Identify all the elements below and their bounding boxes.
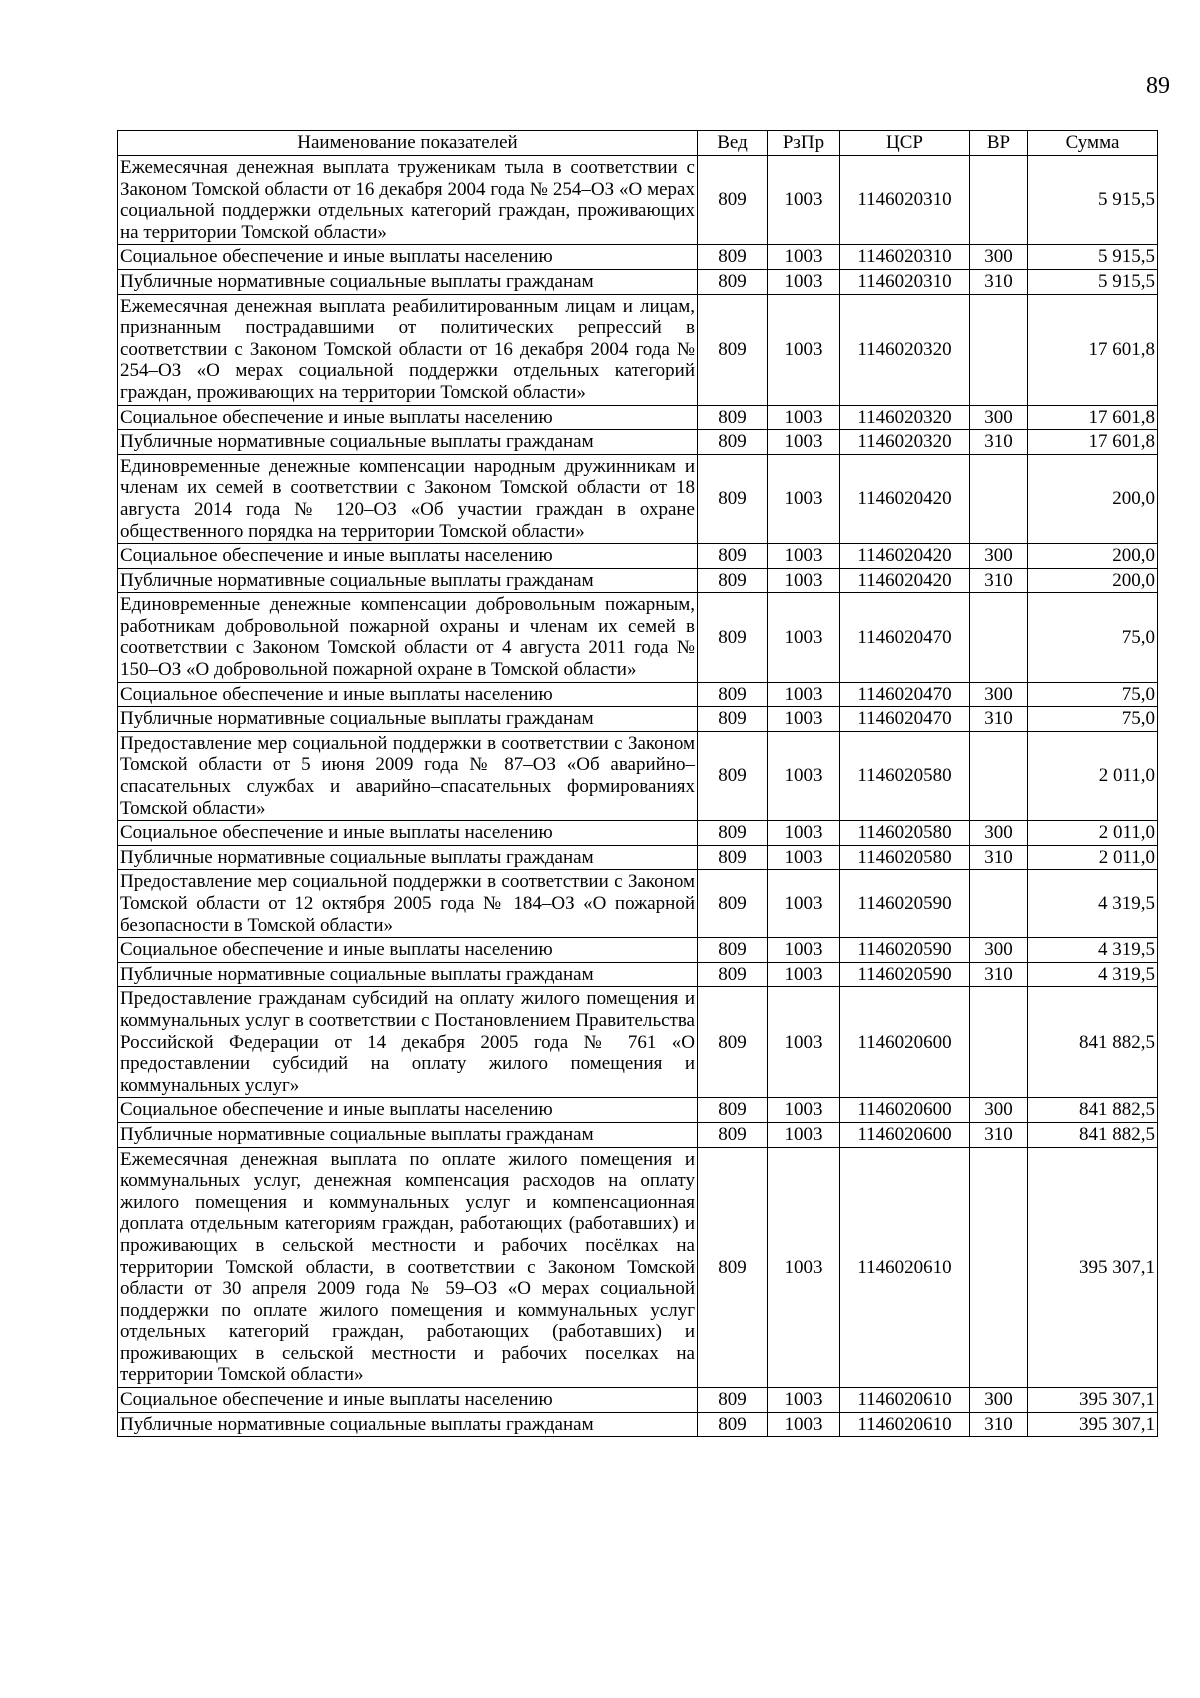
table-row bbox=[118, 1412, 1158, 1437]
cell-vr bbox=[970, 454, 1028, 543]
cell-vr bbox=[970, 294, 1028, 405]
cell-vr: 300 bbox=[970, 1388, 1028, 1413]
table-row bbox=[118, 987, 1158, 1098]
cell-csr: 1146020470 bbox=[840, 593, 970, 682]
cell-rzpr: 1003 bbox=[768, 938, 840, 963]
cell-ved: 809 bbox=[698, 938, 768, 963]
cell-vr bbox=[970, 1147, 1028, 1388]
cell-ved: 809 bbox=[698, 821, 768, 846]
cell-sum: 4 319,5 bbox=[1028, 870, 1158, 938]
cell-sum: 75,0 bbox=[1028, 593, 1158, 682]
cell-csr: 1146020310 bbox=[840, 245, 970, 270]
table-row bbox=[118, 1098, 1158, 1123]
table-row bbox=[118, 568, 1158, 593]
cell-name: Предоставление гражданам субсидий на оплату жилого помещения и коммунальных услуг в соответствии с Постановлением Правительства Российской Федерации от 14 декабря 2005 года № 761 «О предоставлении субсидий на оплату жилого помещения и коммунальных услуг» bbox=[118, 987, 698, 1098]
cell-csr: 1146020580 bbox=[840, 731, 970, 820]
cell-vr bbox=[970, 593, 1028, 682]
cell-csr: 1146020600 bbox=[840, 1098, 970, 1123]
cell-name: Публичные нормативные социальные выплаты гражданам bbox=[118, 707, 698, 732]
cell-rzpr: 1003 bbox=[768, 821, 840, 846]
cell-vr bbox=[970, 870, 1028, 938]
cell-vr bbox=[970, 987, 1028, 1098]
table-body bbox=[118, 156, 1158, 1437]
cell-rzpr: 1003 bbox=[768, 731, 840, 820]
cell-ved: 809 bbox=[698, 544, 768, 569]
cell-rzpr: 1003 bbox=[768, 1388, 840, 1413]
cell-vr: 310 bbox=[970, 707, 1028, 732]
cell-rzpr: 1003 bbox=[768, 156, 840, 245]
table-row bbox=[118, 593, 1158, 682]
cell-sum: 2 011,0 bbox=[1028, 731, 1158, 820]
table-row bbox=[118, 1388, 1158, 1413]
cell-ved: 809 bbox=[698, 682, 768, 707]
cell-csr: 1146020580 bbox=[840, 821, 970, 846]
budget-table bbox=[117, 130, 1158, 1437]
cell-vr: 300 bbox=[970, 405, 1028, 430]
cell-ved: 809 bbox=[698, 845, 768, 870]
cell-ved: 809 bbox=[698, 156, 768, 245]
cell-ved: 809 bbox=[698, 1147, 768, 1388]
cell-csr: 1146020420 bbox=[840, 568, 970, 593]
cell-csr: 1146020590 bbox=[840, 870, 970, 938]
cell-name: Предоставление мер социальной поддержки в соответствии с Законом Томской области от 12 октября 2005 года № 184–ОЗ «О пожарной безопасности в Томской области» bbox=[118, 870, 698, 938]
table-row bbox=[118, 544, 1158, 569]
cell-csr: 1146020310 bbox=[840, 269, 970, 294]
cell-name: Публичные нормативные социальные выплаты гражданам bbox=[118, 269, 698, 294]
cell-ved: 809 bbox=[698, 1388, 768, 1413]
cell-sum: 5 915,5 bbox=[1028, 269, 1158, 294]
cell-vr: 310 bbox=[970, 962, 1028, 987]
cell-rzpr: 1003 bbox=[768, 454, 840, 543]
table-row bbox=[118, 845, 1158, 870]
table-row bbox=[118, 870, 1158, 938]
cell-rzpr: 1003 bbox=[768, 682, 840, 707]
cell-rzpr: 1003 bbox=[768, 430, 840, 455]
table-row bbox=[118, 682, 1158, 707]
cell-csr: 1146020590 bbox=[840, 962, 970, 987]
cell-csr: 1146020470 bbox=[840, 682, 970, 707]
table-row bbox=[118, 454, 1158, 543]
cell-rzpr: 1003 bbox=[768, 269, 840, 294]
table-row bbox=[118, 405, 1158, 430]
cell-rzpr: 1003 bbox=[768, 962, 840, 987]
cell-name: Социальное обеспечение и иные выплаты населению bbox=[118, 544, 698, 569]
cell-ved: 809 bbox=[698, 269, 768, 294]
cell-name: Социальное обеспечение и иные выплаты населению bbox=[118, 682, 698, 707]
cell-ved: 809 bbox=[698, 430, 768, 455]
cell-rzpr: 1003 bbox=[768, 707, 840, 732]
cell-name: Ежемесячная денежная выплата реабилитированным лицам и лицам, признанным пострадавшими от политических репрессий в соответствии с Законом Томской области от 16 декабря 2004 года № 254–ОЗ «О мерах социальной поддержки отдельных категорий граждан, проживающих на территории Томской области» bbox=[118, 294, 698, 405]
cell-sum: 75,0 bbox=[1028, 707, 1158, 732]
cell-csr: 1146020610 bbox=[840, 1388, 970, 1413]
cell-sum: 395 307,1 bbox=[1028, 1147, 1158, 1388]
cell-csr: 1146020600 bbox=[840, 987, 970, 1098]
cell-ved: 809 bbox=[698, 454, 768, 543]
cell-csr: 1146020600 bbox=[840, 1122, 970, 1147]
cell-rzpr: 1003 bbox=[768, 1147, 840, 1388]
cell-name: Публичные нормативные социальные выплаты гражданам bbox=[118, 962, 698, 987]
cell-sum: 75,0 bbox=[1028, 682, 1158, 707]
cell-rzpr: 1003 bbox=[768, 870, 840, 938]
table-row bbox=[118, 707, 1158, 732]
cell-ved: 809 bbox=[698, 962, 768, 987]
cell-sum: 841 882,5 bbox=[1028, 1122, 1158, 1147]
cell-name: Публичные нормативные социальные выплаты гражданам bbox=[118, 568, 698, 593]
cell-ved: 809 bbox=[698, 731, 768, 820]
header-csr: ЦСР bbox=[840, 131, 970, 156]
cell-csr: 1146020420 bbox=[840, 544, 970, 569]
table-row bbox=[118, 938, 1158, 963]
page-number: 89 bbox=[1146, 73, 1170, 99]
cell-sum: 17 601,8 bbox=[1028, 405, 1158, 430]
header-rzpr: РзПр bbox=[768, 131, 840, 156]
cell-sum: 395 307,1 bbox=[1028, 1412, 1158, 1437]
cell-name: Публичные нормативные социальные выплаты гражданам bbox=[118, 845, 698, 870]
cell-ved: 809 bbox=[698, 1412, 768, 1437]
cell-ved: 809 bbox=[698, 987, 768, 1098]
cell-vr bbox=[970, 156, 1028, 245]
cell-rzpr: 1003 bbox=[768, 1098, 840, 1123]
cell-vr: 300 bbox=[970, 682, 1028, 707]
cell-sum: 200,0 bbox=[1028, 568, 1158, 593]
cell-vr: 300 bbox=[970, 1098, 1028, 1123]
cell-name: Публичные нормативные социальные выплаты гражданам bbox=[118, 430, 698, 455]
cell-vr: 300 bbox=[970, 245, 1028, 270]
cell-sum: 4 319,5 bbox=[1028, 938, 1158, 963]
header-sum: Сумма bbox=[1028, 131, 1158, 156]
table-header-row bbox=[118, 131, 1158, 156]
cell-sum: 5 915,5 bbox=[1028, 245, 1158, 270]
cell-rzpr: 1003 bbox=[768, 568, 840, 593]
cell-rzpr: 1003 bbox=[768, 1412, 840, 1437]
cell-rzpr: 1003 bbox=[768, 294, 840, 405]
table-row bbox=[118, 1147, 1158, 1388]
cell-name: Социальное обеспечение и иные выплаты населению bbox=[118, 938, 698, 963]
cell-ved: 809 bbox=[698, 1098, 768, 1123]
cell-vr bbox=[970, 731, 1028, 820]
cell-csr: 1146020320 bbox=[840, 294, 970, 405]
cell-rzpr: 1003 bbox=[768, 593, 840, 682]
cell-name: Социальное обеспечение и иные выплаты населению bbox=[118, 405, 698, 430]
cell-name: Единовременные денежные компенсации народным дружинникам и членам их семей в соответствии с Законом Томской области от 18 августа 2014 года № 120–ОЗ «Об участии граждан в охране общественного порядка на территории Томской области» bbox=[118, 454, 698, 543]
cell-name: Единовременные денежные компенсации добровольным пожарным, работникам добровольной пожарной охраны и членам их семей в соответствии с Законом Томской области от 4 августа 2011 года № 150–ОЗ «О добровольной пожарной охране в Томской области» bbox=[118, 593, 698, 682]
table-row bbox=[118, 821, 1158, 846]
cell-rzpr: 1003 bbox=[768, 245, 840, 270]
cell-name: Ежемесячная денежная выплата труженикам тыла в соответствии с Законом Томской области от 16 декабря 2004 года № 254–ОЗ «О мерах социальной поддержки отдельных категорий граждан, проживающих на территории Томской области» bbox=[118, 156, 698, 245]
cell-vr: 310 bbox=[970, 1122, 1028, 1147]
cell-ved: 809 bbox=[698, 294, 768, 405]
cell-name: Социальное обеспечение и иные выплаты населению bbox=[118, 1388, 698, 1413]
cell-sum: 2 011,0 bbox=[1028, 821, 1158, 846]
cell-vr: 310 bbox=[970, 1412, 1028, 1437]
cell-sum: 841 882,5 bbox=[1028, 1098, 1158, 1123]
cell-ved: 809 bbox=[698, 568, 768, 593]
cell-name: Социальное обеспечение и иные выплаты населению bbox=[118, 1098, 698, 1123]
cell-sum: 2 011,0 bbox=[1028, 845, 1158, 870]
cell-sum: 841 882,5 bbox=[1028, 987, 1158, 1098]
cell-csr: 1146020320 bbox=[840, 405, 970, 430]
cell-csr: 1146020420 bbox=[840, 454, 970, 543]
cell-csr: 1146020610 bbox=[840, 1412, 970, 1437]
cell-ved: 809 bbox=[698, 593, 768, 682]
cell-csr: 1146020610 bbox=[840, 1147, 970, 1388]
cell-csr: 1146020590 bbox=[840, 938, 970, 963]
cell-csr: 1146020470 bbox=[840, 707, 970, 732]
table-row bbox=[118, 1122, 1158, 1147]
cell-vr: 310 bbox=[970, 269, 1028, 294]
cell-rzpr: 1003 bbox=[768, 544, 840, 569]
cell-ved: 809 bbox=[698, 405, 768, 430]
cell-vr: 300 bbox=[970, 544, 1028, 569]
table-row bbox=[118, 269, 1158, 294]
cell-name: Публичные нормативные социальные выплаты гражданам bbox=[118, 1412, 698, 1437]
cell-ved: 809 bbox=[698, 245, 768, 270]
table-row bbox=[118, 731, 1158, 820]
cell-name: Публичные нормативные социальные выплаты гражданам bbox=[118, 1122, 698, 1147]
cell-vr: 300 bbox=[970, 938, 1028, 963]
cell-sum: 17 601,8 bbox=[1028, 430, 1158, 455]
cell-vr: 310 bbox=[970, 845, 1028, 870]
cell-ved: 809 bbox=[698, 870, 768, 938]
cell-csr: 1146020310 bbox=[840, 156, 970, 245]
table-row bbox=[118, 156, 1158, 245]
cell-rzpr: 1003 bbox=[768, 845, 840, 870]
cell-sum: 5 915,5 bbox=[1028, 156, 1158, 245]
header-name: Наименование показателей bbox=[118, 131, 698, 156]
cell-name: Ежемесячная денежная выплата по оплате жилого помещения и коммунальных услуг, денежная компенсация расходов на оплату жилого помещения и коммунальных услуг и компенсационная доплата отдельным категориям граждан, работающих (работавших) и проживающих в сельской местности и рабочих посёлках на территории Томской области, в соответствии с Законом Томской области от 30 апреля 2009 года № 59–ОЗ «О мерах социальной поддержки по оплате жилого помещения и коммунальных услуг отдельных категорий граждан, работающих (работавших) и проживающих в сельской местности и рабочих поселках на территории Томской области» bbox=[118, 1147, 698, 1388]
cell-name: Социальное обеспечение и иные выплаты населению bbox=[118, 245, 698, 270]
cell-vr: 300 bbox=[970, 821, 1028, 846]
header-ved: Вед bbox=[698, 131, 768, 156]
cell-sum: 395 307,1 bbox=[1028, 1388, 1158, 1413]
cell-vr: 310 bbox=[970, 568, 1028, 593]
cell-csr: 1146020320 bbox=[840, 430, 970, 455]
cell-ved: 809 bbox=[698, 1122, 768, 1147]
cell-ved: 809 bbox=[698, 707, 768, 732]
cell-rzpr: 1003 bbox=[768, 405, 840, 430]
cell-name: Предоставление мер социальной поддержки в соответствии с Законом Томской области от 5 июня 2009 года № 87–ОЗ «Об аварийно–спасательных службах и аварийно–спасательных формированиях Томской области» bbox=[118, 731, 698, 820]
cell-sum: 17 601,8 bbox=[1028, 294, 1158, 405]
table-row bbox=[118, 962, 1158, 987]
cell-sum: 4 319,5 bbox=[1028, 962, 1158, 987]
cell-csr: 1146020580 bbox=[840, 845, 970, 870]
cell-rzpr: 1003 bbox=[768, 987, 840, 1098]
cell-sum: 200,0 bbox=[1028, 454, 1158, 543]
cell-sum: 200,0 bbox=[1028, 544, 1158, 569]
table-row bbox=[118, 430, 1158, 455]
header-vr: ВР bbox=[970, 131, 1028, 156]
cell-name: Социальное обеспечение и иные выплаты населению bbox=[118, 821, 698, 846]
table-row bbox=[118, 245, 1158, 270]
table-row bbox=[118, 294, 1158, 405]
cell-vr: 310 bbox=[970, 430, 1028, 455]
cell-rzpr: 1003 bbox=[768, 1122, 840, 1147]
